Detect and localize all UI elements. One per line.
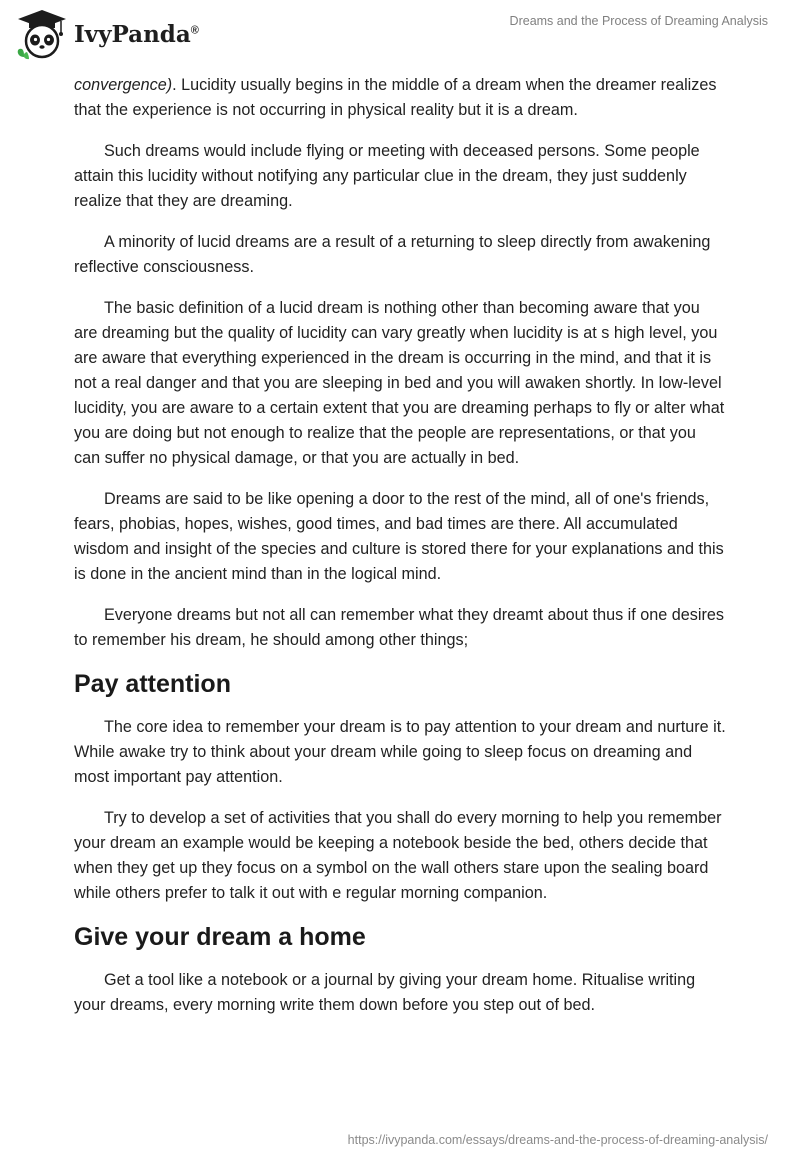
essay-content bbox=[74, 73, 726, 1034]
paragraph-text: . Lucidity usually begins in the middle of a dream when the dreamer realizes that the experience is not occurring in physical reality but it is a dream. bbox=[74, 76, 717, 119]
paragraph: Everyone dreams but not all can remember what they dreamt about thus if one desires to remember his dream, he should among other things; bbox=[74, 606, 724, 649]
page-header bbox=[0, 0, 800, 70]
paragraph: The core idea to remember your dream is to pay attention to your dream and nurture it. While awake try to think about your dream while going to sleep focus on dreaming and most important pay attention. bbox=[74, 718, 726, 786]
brand-name: IvyPanda® bbox=[74, 20, 199, 48]
section-heading-pay-attention: Pay attention bbox=[74, 670, 231, 698]
document-title: Dreams and the Process of Dreaming Analysis bbox=[509, 14, 768, 28]
section-heading-dream-home: Give your dream a home bbox=[74, 923, 366, 951]
paragraph: Such dreams would include flying or meeting with deceased persons. Some people attain this lucidity without notifying any particular clue in the dream, they just suddenly realize that they are dreaming. bbox=[74, 142, 700, 210]
italic-fragment: convergence) bbox=[74, 76, 173, 94]
paragraph: Try to develop a set of activities that you shall do every morning to help you remember your dream an example would be keeping a notebook beside the bed, others decide that when they get up they focus on a symbol on the wall others stare upon the sealing board while others prefer to talk it out with e regular morning companion. bbox=[74, 809, 722, 902]
source-url-link[interactable]: https://ivypanda.com/essays/dreams-and-the-process-of-dreaming-analysis/ bbox=[347, 1133, 768, 1147]
paragraph: Dreams are said to be like opening a door to the rest of the mind, all of one's friends, fears, phobias, hopes, wishes, good times, and bad times are there. All accumulated wisdom and insight of the species and culture is stored there for your explanations and this is done in the ancient mind than in the logical mind. bbox=[74, 490, 724, 583]
paragraph: A minority of lucid dreams are a result of a returning to sleep directly from awakening reflective consciousness. bbox=[74, 233, 711, 276]
paragraph bbox=[74, 73, 726, 123]
brand-logo[interactable] bbox=[14, 7, 199, 61]
paragraph: The basic definition of a lucid dream is nothing other than becoming aware that you are dreaming but the quality of lucidity can vary greatly when lucidity is at s high level, you are aware that everything experienced in the dream is occurring in the mind, and that it is not a real danger and that you are sleeping in bed and you will awaken shortly. In low-level lucidity, you are aware to a certain extent that you are dreaming perhaps to fly or alter what you are doing but not enough to realize that the people are representations, or that you can suffer no physical damage, or that you are actually in bed. bbox=[74, 299, 725, 467]
paragraph: Get a tool like a notebook or a journal by giving your dream home. Ritualise writing your dreams, every morning write them down before you step out of bed. bbox=[74, 971, 696, 1014]
panda-logo-icon bbox=[14, 7, 70, 61]
